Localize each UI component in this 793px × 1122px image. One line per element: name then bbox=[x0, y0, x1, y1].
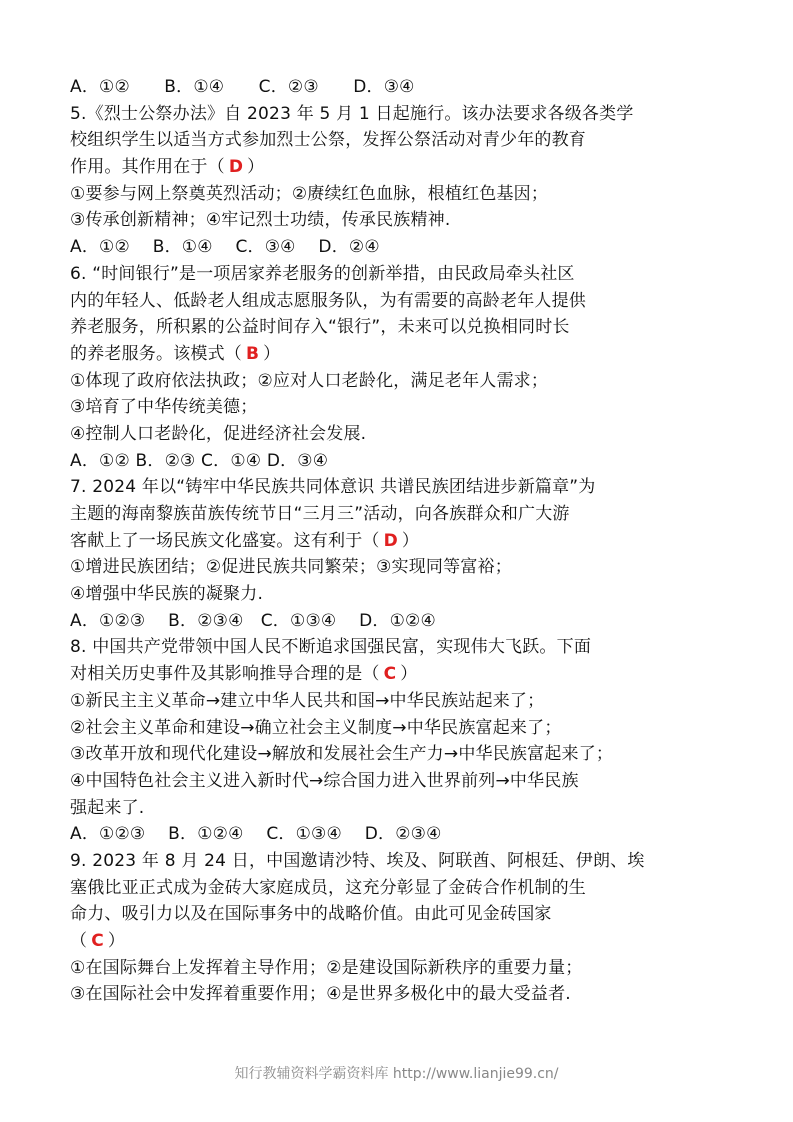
text-line bbox=[70, 288, 738, 315]
text-line bbox=[70, 981, 738, 1008]
line-text-closing: ） bbox=[247, 157, 265, 178]
line-text: 作用。其作用在于（ bbox=[70, 157, 225, 178]
text-line bbox=[70, 74, 738, 101]
text-line bbox=[70, 127, 738, 154]
line-text-closing: ） bbox=[107, 931, 126, 951]
text-line bbox=[70, 608, 738, 635]
line-text: A．①②③ B．①②④ C．①③④ D．②③④ bbox=[70, 824, 442, 845]
text-line bbox=[70, 394, 738, 421]
text-line bbox=[70, 768, 738, 795]
line-text: 5.《烈士公祭办法》自 2023 年 5 月 1 日起施行。该办法要求各级各类学 bbox=[70, 103, 634, 124]
line-text: 养老服务，所积累的公益时间存入“银行”，未来可以兑换相同时长 bbox=[70, 317, 570, 338]
text-line bbox=[70, 501, 738, 528]
line-text: （ bbox=[70, 931, 88, 951]
document-body bbox=[70, 74, 738, 1008]
text-line bbox=[70, 234, 738, 261]
answer-mark: D bbox=[228, 157, 244, 178]
line-text: ④控制人口老龄化，促进经济社会发展. bbox=[70, 423, 367, 444]
line-text: ①要参与网上祭奠英烈活动；②赓续红色血脉，根植红色基因； bbox=[70, 183, 549, 204]
line-text: 客献上了一场民族文化盛宴。这有利于（ bbox=[70, 530, 380, 551]
text-line bbox=[70, 715, 738, 742]
line-text: 7. 2024 年以“铸牢中华民族共同体意识 共谱民族团结进步新篇章”为 bbox=[70, 477, 596, 498]
text-line bbox=[70, 448, 738, 475]
line-text: 校组织学生以适当方式参加烈士公祭，发挥公祭活动对青少年的教育 bbox=[70, 130, 586, 151]
line-text: A．①② B．①④ C．②③ D．③④ bbox=[70, 77, 415, 97]
line-text: ②社会主义革命和建设→确立社会主义制度→中华民族富起来了； bbox=[70, 717, 562, 738]
text-line bbox=[70, 634, 738, 661]
text-line bbox=[70, 528, 738, 555]
text-line bbox=[70, 581, 738, 608]
text-line bbox=[70, 474, 738, 501]
text-line bbox=[70, 101, 738, 128]
text-line bbox=[70, 821, 738, 848]
line-text: A．①②③ B．②③④ C．①③④ D．①②④ bbox=[70, 610, 436, 631]
line-text: 6. “时间银行”是一项居家养老服务的创新举措，由民政局牵头社区 bbox=[70, 263, 575, 284]
line-text: ①新民主主义革命→建立中华人民共和国→中华民族站起来了； bbox=[70, 690, 545, 711]
answer-mark: C bbox=[91, 931, 104, 951]
text-line bbox=[70, 181, 738, 208]
text-line bbox=[70, 741, 738, 768]
text-line bbox=[70, 928, 738, 955]
line-text: 对相关历史事件及其影响推导合理的是（ bbox=[70, 664, 380, 685]
line-text: 8. 中国共产党带领中国人民不断追求国强民富，实现伟大飞跃。下面 bbox=[70, 637, 592, 658]
line-text: ④中国特色社会主义进入新时代→综合国力进入世界前列→中华民族 bbox=[70, 770, 579, 791]
text-line bbox=[70, 368, 738, 395]
text-line bbox=[70, 875, 738, 902]
line-text: ③在国际社会中发挥着重要作用；④是世界多极化中的最大受益者. bbox=[70, 984, 571, 1005]
text-line bbox=[70, 661, 738, 688]
line-text: 塞俄比亚正式成为金砖大家庭成员，这充分彰显了金砖合作机制的生 bbox=[70, 877, 586, 898]
answer-mark: C bbox=[383, 664, 397, 685]
text-line bbox=[70, 955, 738, 982]
text-line bbox=[70, 421, 738, 448]
line-text: 主题的海南黎族苗族传统节日“三月三”活动，向各族群众和广大游 bbox=[70, 504, 570, 524]
text-line bbox=[70, 848, 738, 875]
text-line bbox=[70, 314, 738, 341]
line-text: 命力、吸引力以及在国际事务中的战略价值。由此可见金砖国家 bbox=[70, 904, 552, 925]
line-text: ①在国际舞台上发挥着主导作用；②是建设国际新秩序的重要力量； bbox=[70, 957, 583, 978]
line-text: ③传承创新精神；④牢记烈士功绩，传承民族精神. bbox=[70, 210, 451, 231]
line-text: 内的年轻人、低龄老人组成志愿服务队，为有需要的高龄老年人提供 bbox=[70, 290, 586, 311]
line-text: 9. 2023 年 8 月 24 日，中国邀请沙特、埃及、阿联酋、阿根廷、伊朗、埃 bbox=[70, 850, 645, 871]
text-line bbox=[70, 261, 738, 288]
line-text: ③培育了中华传统美德； bbox=[70, 397, 258, 418]
line-text: ①增进民族团结；②促进民族共同繁荣；③实现同等富裕； bbox=[70, 557, 512, 578]
text-line bbox=[70, 207, 738, 234]
line-text: ①体现了政府依法执政；②应对人口老龄化，满足老年人需求； bbox=[70, 370, 549, 391]
line-text: ④增强中华民族的凝聚力. bbox=[70, 584, 264, 605]
line-text-closing: ） bbox=[263, 343, 281, 364]
line-text-closing: ） bbox=[400, 664, 418, 685]
page-footer-watermark: 知行教辅资料学霸资料库 http://www.lianjie99.cn/ bbox=[234, 1066, 559, 1082]
line-text: 强起来了. bbox=[70, 797, 145, 818]
line-text: ③改革开放和现代化建设→解放和发展社会生产力→中华民族富起来了； bbox=[70, 744, 614, 765]
line-text: A．①② B．①④ C．③④ D．②④ bbox=[70, 237, 380, 258]
text-line bbox=[70, 554, 738, 581]
answer-mark: D bbox=[383, 530, 398, 551]
line-text-closing: ） bbox=[401, 530, 420, 551]
text-line bbox=[70, 154, 738, 181]
text-line bbox=[70, 901, 738, 928]
line-text: A．①② B．②③ C．①④ D．③④ bbox=[70, 450, 329, 471]
answer-mark: B bbox=[246, 343, 260, 364]
text-line bbox=[70, 341, 738, 368]
line-text: 的养老服务。该模式（ bbox=[70, 343, 242, 364]
text-line bbox=[70, 688, 738, 715]
text-line bbox=[70, 795, 738, 822]
